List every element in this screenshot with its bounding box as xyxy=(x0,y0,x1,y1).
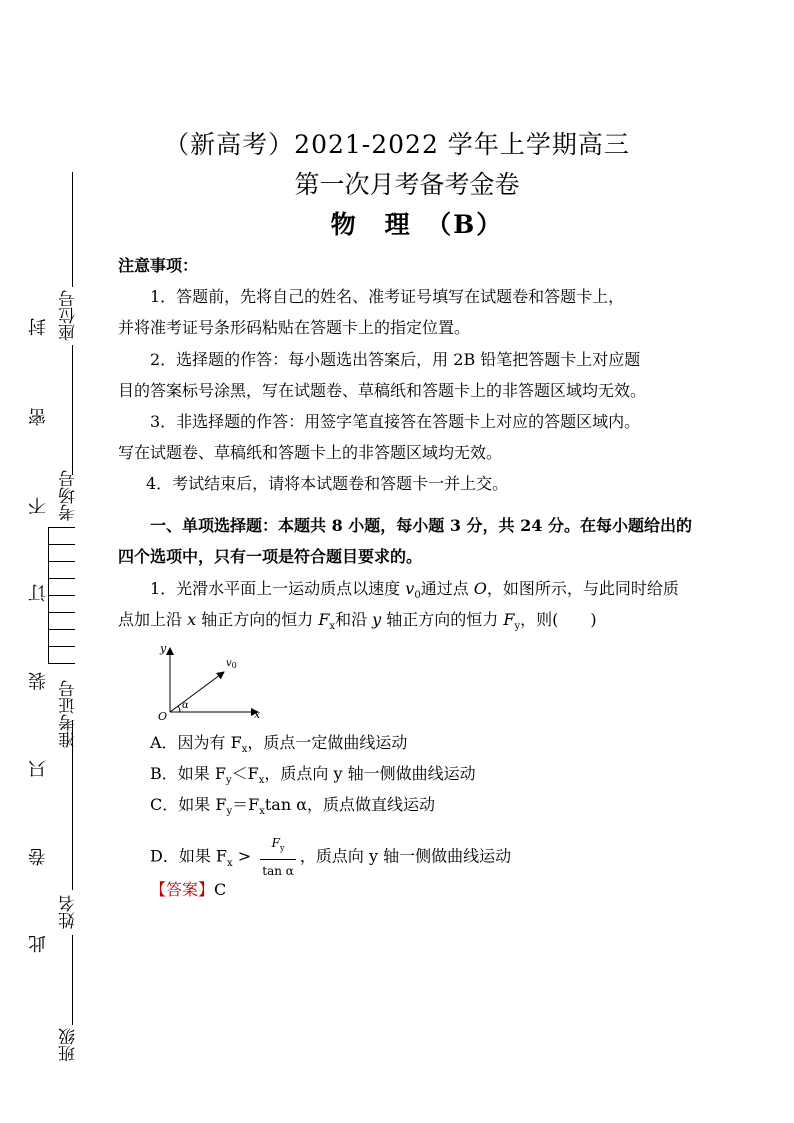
notice-item-3a: 3．非选择题的作答：用签字笔直接答在答题卡上对应的答题区域内。 xyxy=(150,412,641,431)
seal-char-ci: 此 xyxy=(28,935,49,953)
notice-item-2a: 2．选择题的作答：每小题选出答案后，用 2B 铅笔把答题卡上对应题 xyxy=(150,350,641,369)
option-d: D．如果 $F_x$ > $\frac{F_y}{\text{tan α}}$ ，质点向 y 轴一侧做曲线运动 xyxy=(150,832,511,882)
y-axis-label: y xyxy=(160,642,167,655)
binding-line-4 xyxy=(72,935,73,1025)
notice-item-1a: 1．答题前，先将自己的姓名、准考证号填写在试题卷和答题卡上， xyxy=(150,287,625,306)
seal-char-zhuang: 装 xyxy=(28,672,49,690)
answer-tag: 【答案】 xyxy=(150,880,215,899)
notice-item-3b: 写在试题卷、草稿纸和答题卡上的非答题区域均无效。 xyxy=(118,443,503,462)
option-d-fraction: $\frac{F_y}{\text{tan α}}$ xyxy=(260,832,296,882)
option-c: C．如果 $F_y=F_x\tan$ α，质点做直线运动 xyxy=(150,795,436,818)
velocity-diagram xyxy=(150,640,270,725)
exam-room-grid xyxy=(48,527,75,664)
admission-number-label: 准考证号 xyxy=(59,680,79,748)
seal-char-zhi: 只 xyxy=(28,760,49,778)
question1-stem-line2: 点加上沿 x 轴正方向的恒力 $F_x$和沿 y 轴正方向的恒力 $F_y$，则( ) xyxy=(118,610,597,633)
answer-line xyxy=(150,882,226,898)
exam-title-line1: （新高考）2021-2022 学年上学期高三 xyxy=(164,130,630,159)
angle-arc xyxy=(178,706,180,712)
seal-char-juan: 卷 xyxy=(28,848,49,866)
notice-item-4: 4．考试结束后，请将本试题卷和答题卡一并上交。 xyxy=(146,474,509,493)
seal-char-mi: 密 xyxy=(28,408,49,426)
seal-char-feng: 封 xyxy=(28,318,49,336)
subject-title: 物 理 （B） xyxy=(330,210,504,239)
section1-heading-line2: 四个选项中，只有一项是符合题目要求的。 xyxy=(118,547,423,566)
option-b: B．如果 $F_y<F_x$，质点向 y 轴一侧做曲线运动 xyxy=(150,764,476,787)
x-axis-label: x xyxy=(254,708,261,721)
exam-title-line2: 第一次月考备考金卷 xyxy=(294,170,520,199)
name-label: 姓名 xyxy=(59,895,79,929)
section1-heading-line1: 一、单项选择题：本题共 8 小题，每小题 3 分，共 24 分。在每小题给出的 xyxy=(150,516,692,535)
origin-label: O xyxy=(158,710,168,723)
seal-char-ding: 订 xyxy=(28,584,49,602)
v0-label: $v_0$ xyxy=(226,658,237,670)
option-a: A．因为有 $F_x$，质点一定做曲线运动 xyxy=(150,733,408,756)
exam-room-label: 考场号 xyxy=(59,470,79,521)
question1-stem-line1: 1．光滑水平面上一运动质点以速度 $v_0$通过点 O，如图所示，与此同时给质 xyxy=(150,579,679,602)
binding-line-2 xyxy=(72,345,73,475)
notice-item-1b: 并将准考证号条形码粘贴在答题卡上的指定位置。 xyxy=(118,318,471,337)
answer-value: C xyxy=(214,880,227,899)
seat-number-label: 座位号 xyxy=(59,290,79,341)
seal-char-bu: 不 xyxy=(28,497,49,515)
notice-item-2b: 目的答案标号涂黑，写在试题卷、草稿纸和答题卡上的非答题区域均无效。 xyxy=(118,381,647,400)
class-label: 班级 xyxy=(59,1028,79,1062)
notice-title: 注意事项： xyxy=(118,256,199,275)
angle-label: α xyxy=(182,700,189,711)
